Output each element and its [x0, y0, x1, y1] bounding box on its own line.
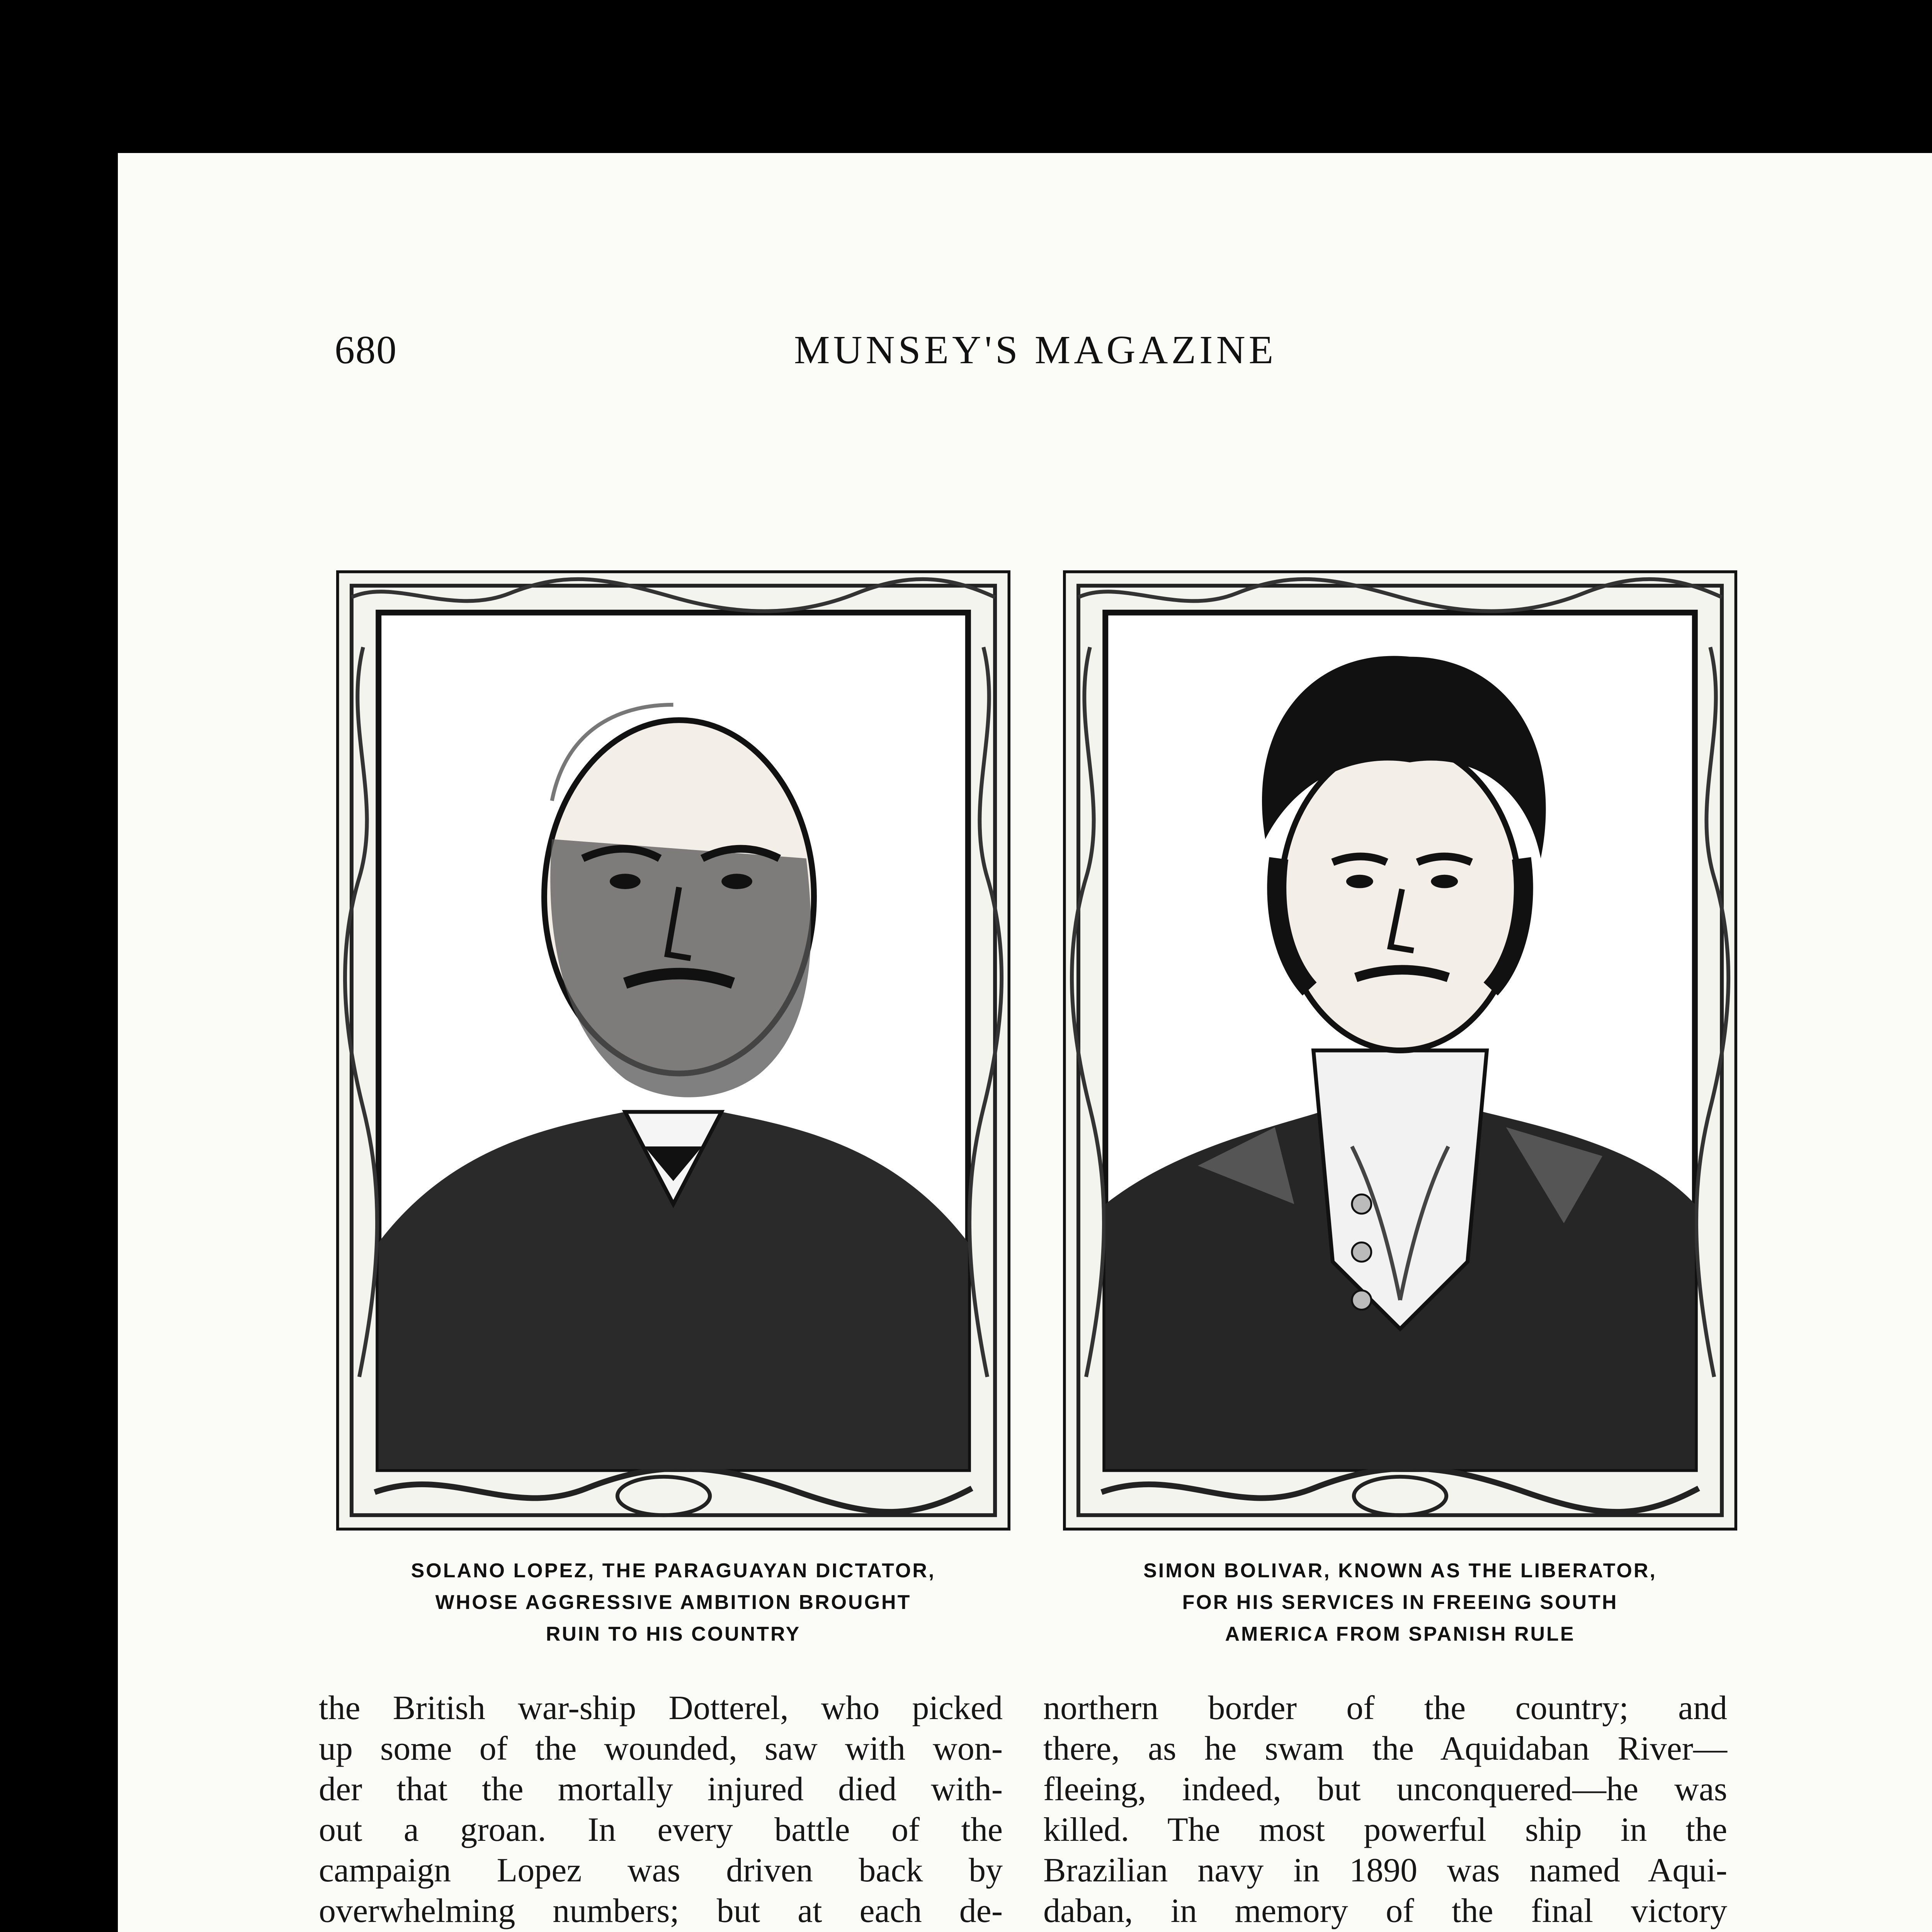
article-column-right	[1043, 1688, 1727, 1932]
portrait-illustration	[1063, 570, 1737, 1531]
magazine-title: MUNSEY'S MAGAZINE	[794, 328, 1277, 372]
caption-line: WHOSE AGGRESSIVE AMBITION BROUGHT	[435, 1591, 912, 1614]
text-line: der that the mortally injured died with-	[319, 1770, 1003, 1808]
portrait-simon-bolivar	[1063, 570, 1737, 1531]
text-line: killed. The most powerful ship in the	[1043, 1811, 1727, 1849]
text-line: daban, in memory of the final victory	[1043, 1892, 1727, 1930]
text-line: overwhelming numbers; but at each de-	[319, 1892, 1003, 1930]
caption-line: AMERICA FROM SPANISH RULE	[1225, 1623, 1575, 1645]
text-line: up some of the wounded, saw with won-	[319, 1730, 1003, 1767]
text-line: campaign Lopez was driven back by	[319, 1852, 1003, 1889]
text-line: there, as he swam the Aquidaban River—	[1043, 1730, 1727, 1767]
portrait-illustration	[336, 570, 1010, 1531]
caption-line: RUIN TO HIS COUNTRY	[546, 1623, 801, 1645]
running-header	[118, 327, 1932, 381]
text-line: northern border of the country; and	[1043, 1689, 1727, 1727]
caption-line: SOLANO LOPEZ, THE PARAGUAYAN DICTATOR,	[411, 1560, 936, 1582]
caption-solano-lopez	[336, 1555, 1010, 1650]
caption-line: FOR HIS SERVICES IN FREEING SOUTH	[1182, 1591, 1618, 1614]
text-line: the British war-ship Dotterel, who picked	[319, 1689, 1003, 1727]
text-line: Brazilian navy in 1890 was named Aqui-	[1043, 1852, 1727, 1889]
text-line: fleeing, indeed, but unconquered—he was	[1043, 1770, 1727, 1808]
text-line: out a groan. In every battle of the	[319, 1811, 1003, 1849]
portrait-solano-lopez	[336, 570, 1010, 1531]
page-number: 680	[335, 328, 397, 372]
magazine-page	[118, 153, 1932, 1932]
caption-simon-bolivar	[1063, 1555, 1737, 1650]
article-column-left	[319, 1688, 1003, 1932]
caption-line: SIMON BOLIVAR, KNOWN AS THE LIBERATOR,	[1143, 1560, 1657, 1582]
